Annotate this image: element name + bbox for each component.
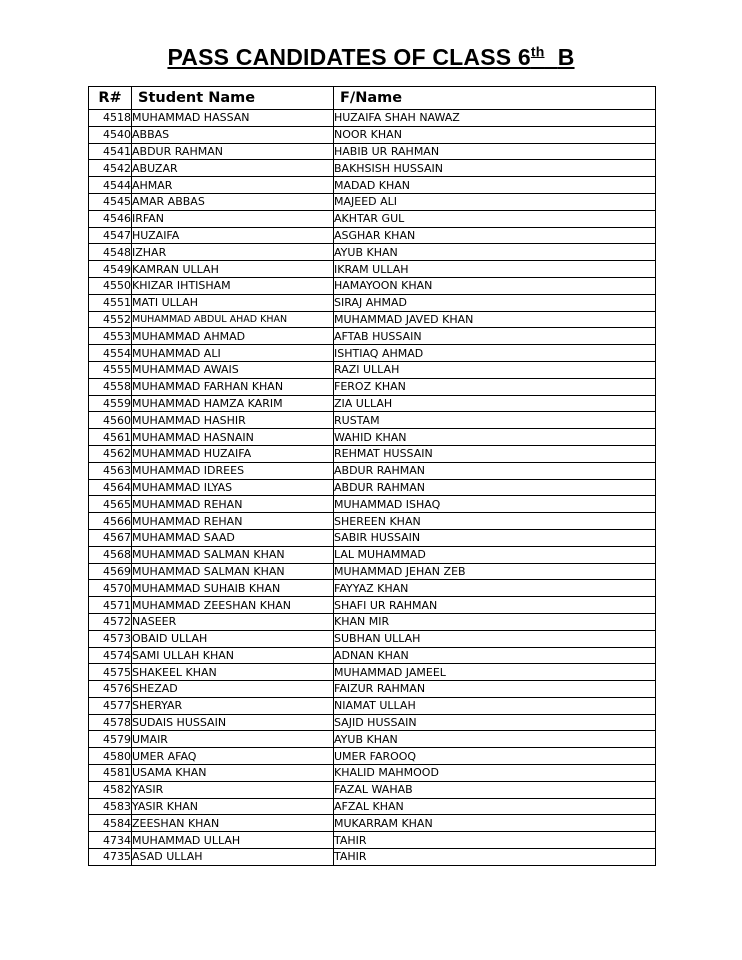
father-name-cell: AKHTAR GUL [334,210,656,227]
father-name-cell: ADNAN KHAN [334,647,656,664]
roll-number-cell: 4735 [89,849,132,866]
student-name-cell: KHIZAR IHTISHAM [132,277,334,294]
student-name-cell: ABBAS [132,126,334,143]
roll-number-cell: 4582 [89,781,132,798]
roll-number-cell: 4565 [89,496,132,513]
student-name-cell: UMER AFAQ [132,748,334,765]
roll-number-cell: 4560 [89,412,132,429]
table-row [89,110,656,127]
student-name-cell: YASIR [132,781,334,798]
father-name-cell: SUBHAN ULLAH [334,630,656,647]
father-name-cell: KHAN MIR [334,613,656,630]
father-name-cell: MUHAMMAD JAMEEL [334,664,656,681]
roll-number-cell: 4551 [89,294,132,311]
student-name-cell: YASIR KHAN [132,798,334,815]
father-name-cell: TAHIR [334,832,656,849]
student-name-cell: IRFAN [132,210,334,227]
roll-number-cell: 4550 [89,277,132,294]
student-name-cell: MUHAMMAD ABDUL AHAD KHAN [132,311,334,328]
student-name-cell: MUHAMMAD REHAN [132,513,334,530]
candidates-table [88,86,656,866]
student-name-cell: MUHAMMAD SUHAIB KHAN [132,580,334,597]
roll-number-cell: 4576 [89,681,132,698]
roll-number-cell: 4541 [89,143,132,160]
roll-number-cell: 4548 [89,244,132,261]
title-section: B [557,44,575,70]
table-row [89,630,656,647]
roll-number-cell: 4578 [89,714,132,731]
table-row [89,193,656,210]
father-name-cell: REHMAT HUSSAIN [334,445,656,462]
father-name-cell: IKRAM ULLAH [334,261,656,278]
roll-number-cell: 4563 [89,462,132,479]
father-name-cell: ABDUR RAHMAN [334,479,656,496]
student-name-cell: MATI ULLAH [132,294,334,311]
father-name-cell: NOOR KHAN [334,126,656,143]
table-row [89,563,656,580]
table-row [89,613,656,630]
table-row [89,849,656,866]
table-row [89,395,656,412]
table-row [89,462,656,479]
father-name-cell: HUZAIFA SHAH NAWAZ [334,110,656,127]
student-name-cell: MUHAMMAD SAAD [132,529,334,546]
father-name-cell: MAJEED ALI [334,193,656,210]
header-student-name: Student Name [132,87,334,110]
father-name-cell: WAHID KHAN [334,429,656,446]
table-row [89,513,656,530]
table-row [89,765,656,782]
table-row [89,378,656,395]
table-row [89,294,656,311]
father-name-cell: FAIZUR RAHMAN [334,681,656,698]
roll-number-cell: 4564 [89,479,132,496]
table-row [89,429,656,446]
table-row [89,647,656,664]
student-name-cell: MUHAMMAD SALMAN KHAN [132,546,334,563]
father-name-cell: AFZAL KHAN [334,798,656,815]
father-name-cell: KHALID MAHMOOD [334,765,656,782]
roll-number-cell: 4549 [89,261,132,278]
table-row [89,261,656,278]
table-row [89,664,656,681]
father-name-cell: SHEREEN KHAN [334,513,656,530]
student-name-cell: MUHAMMAD ZEESHAN KHAN [132,597,334,614]
student-name-cell: AHMAR [132,177,334,194]
table-header-row [89,87,656,110]
table-row [89,529,656,546]
father-name-cell: FAZAL WAHAB [334,781,656,798]
father-name-cell: TAHIR [334,849,656,866]
roll-number-cell: 4561 [89,429,132,446]
father-name-cell: LAL MUHAMMAD [334,546,656,563]
student-name-cell: MUHAMMAD REHAN [132,496,334,513]
father-name-cell: HAMAYOON KHAN [334,277,656,294]
table-row [89,244,656,261]
father-name-cell: FAYYAZ KHAN [334,580,656,597]
student-name-cell: MUHAMMAD ALI [132,345,334,362]
student-name-cell: HUZAIFA [132,227,334,244]
table-row [89,546,656,563]
header-father-name: F/Name [334,87,656,110]
roll-number-cell: 4544 [89,177,132,194]
table-row [89,126,656,143]
student-name-cell: MUHAMMAD AHMAD [132,328,334,345]
father-name-cell: AYUB KHAN [334,731,656,748]
roll-number-cell: 4573 [89,630,132,647]
table-row [89,361,656,378]
student-name-cell: USAMA KHAN [132,765,334,782]
student-name-cell: SUDAIS HUSSAIN [132,714,334,731]
roll-number-cell: 4518 [89,110,132,127]
student-name-cell: MUHAMMAD ILYAS [132,479,334,496]
roll-number-cell: 4581 [89,765,132,782]
father-name-cell: MADAD KHAN [334,177,656,194]
roll-number-cell: 4552 [89,311,132,328]
father-name-cell: ASGHAR KHAN [334,227,656,244]
student-name-cell: ASAD ULLAH [132,849,334,866]
table-row [89,227,656,244]
roll-number-cell: 4572 [89,613,132,630]
header-roll-number: R# [89,87,132,110]
roll-number-cell: 4555 [89,361,132,378]
student-name-cell: ABUZAR [132,160,334,177]
table-row [89,496,656,513]
table-row [89,731,656,748]
father-name-cell: MUHAMMAD JAVED KHAN [334,311,656,328]
student-name-cell: MUHAMMAD HUZAIFA [132,445,334,462]
title-text: PASS CANDIDATES OF CLASS 6 [167,44,531,70]
student-name-cell: MUHAMMAD AWAIS [132,361,334,378]
roll-number-cell: 4542 [89,160,132,177]
father-name-cell: RAZI ULLAH [334,361,656,378]
roll-number-cell: 4546 [89,210,132,227]
student-name-cell: IZHAR [132,244,334,261]
roll-number-cell: 4584 [89,815,132,832]
roll-number-cell: 4547 [89,227,132,244]
student-name-cell: SHEZAD [132,681,334,698]
table-row [89,580,656,597]
father-name-cell: ZIA ULLAH [334,395,656,412]
father-name-cell: SABIR HUSSAIN [334,529,656,546]
roll-number-cell: 4570 [89,580,132,597]
table-row [89,412,656,429]
table-body [89,110,656,866]
father-name-cell: NIAMAT ULLAH [334,697,656,714]
roll-number-cell: 4583 [89,798,132,815]
father-name-cell: ISHTIAQ AHMAD [334,345,656,362]
student-name-cell: SAMI ULLAH KHAN [132,647,334,664]
table-row [89,277,656,294]
table-row [89,714,656,731]
table-row [89,143,656,160]
table-row [89,345,656,362]
student-name-cell: MUHAMMAD FARHAN KHAN [132,378,334,395]
table-row [89,748,656,765]
roll-number-cell: 4554 [89,345,132,362]
roll-number-cell: 4574 [89,647,132,664]
father-name-cell: AYUB KHAN [334,244,656,261]
roll-number-cell: 4580 [89,748,132,765]
table-row [89,160,656,177]
student-name-cell: MUHAMMAD HASHIR [132,412,334,429]
student-name-cell: OBAID ULLAH [132,630,334,647]
father-name-cell: ABDUR RAHMAN [334,462,656,479]
table-row [89,445,656,462]
table-row [89,798,656,815]
table-row [89,479,656,496]
table-row [89,832,656,849]
father-name-cell: MUKARRAM KHAN [334,815,656,832]
roll-number-cell: 4575 [89,664,132,681]
table-row [89,177,656,194]
father-name-cell: RUSTAM [334,412,656,429]
roll-number-cell: 4567 [89,529,132,546]
table-row [89,328,656,345]
table-row [89,597,656,614]
student-name-cell: ZEESHAN KHAN [132,815,334,832]
father-name-cell: SHAFI UR RAHMAN [334,597,656,614]
roll-number-cell: 4566 [89,513,132,530]
student-name-cell: AMAR ABBAS [132,193,334,210]
father-name-cell: HABIB UR RAHMAN [334,143,656,160]
father-name-cell: FEROZ KHAN [334,378,656,395]
student-name-cell: MUHAMMAD HASNAIN [132,429,334,446]
father-name-cell: UMER FAROOQ [334,748,656,765]
roll-number-cell: 4559 [89,395,132,412]
father-name-cell: MUHAMMAD ISHAQ [334,496,656,513]
student-name-cell: MUHAMMAD SALMAN KHAN [132,563,334,580]
page-title [0,44,742,71]
student-name-cell: ABDUR RAHMAN [132,143,334,160]
father-name-cell: AFTAB HUSSAIN [334,328,656,345]
roll-number-cell: 4562 [89,445,132,462]
roll-number-cell: 4553 [89,328,132,345]
table-row [89,311,656,328]
student-name-cell: SHAKEEL KHAN [132,664,334,681]
table-row [89,697,656,714]
title-superscript: th [530,43,545,60]
father-name-cell: MUHAMMAD JEHAN ZEB [334,563,656,580]
roll-number-cell: 4558 [89,378,132,395]
roll-number-cell: 4577 [89,697,132,714]
student-name-cell: MUHAMMAD IDREES [132,462,334,479]
table-row [89,681,656,698]
father-name-cell: BAKHSISH HUSSAIN [334,160,656,177]
student-name-cell: SHERYAR [132,697,334,714]
roll-number-cell: 4571 [89,597,132,614]
roll-number-cell: 4540 [89,126,132,143]
roll-number-cell: 4545 [89,193,132,210]
father-name-cell: SAJID HUSSAIN [334,714,656,731]
roll-number-cell: 4568 [89,546,132,563]
table-row [89,781,656,798]
student-name-cell: UMAIR [132,731,334,748]
table-row [89,210,656,227]
student-name-cell: MUHAMMAD HAMZA KARIM [132,395,334,412]
table-row [89,815,656,832]
student-name-cell: NASEER [132,613,334,630]
roll-number-cell: 4569 [89,563,132,580]
roll-number-cell: 4734 [89,832,132,849]
student-name-cell: KAMRAN ULLAH [132,261,334,278]
student-name-cell: MUHAMMAD ULLAH [132,832,334,849]
roll-number-cell: 4579 [89,731,132,748]
student-name-cell: MUHAMMAD HASSAN [132,110,334,127]
father-name-cell: SIRAJ AHMAD [334,294,656,311]
